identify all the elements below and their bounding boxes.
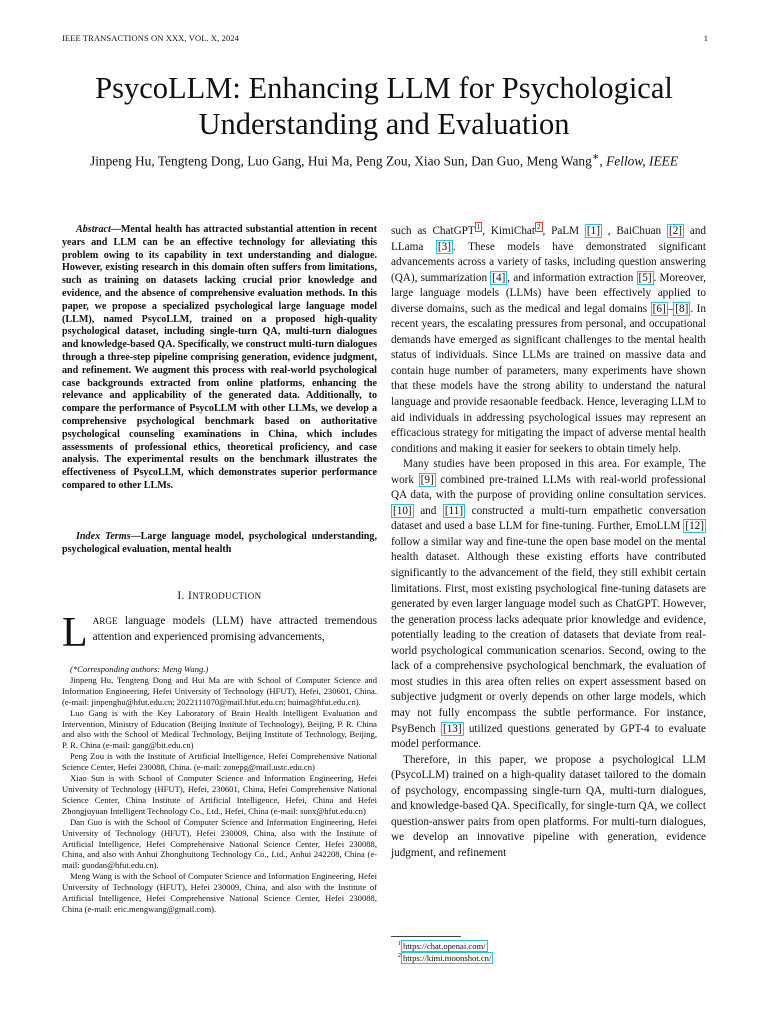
citation-link[interactable]: [9] [420,473,434,486]
page-number: 1 [703,33,708,43]
footnote-ref-link[interactable]: 1 [476,223,481,232]
footnote-mark: 1 [398,941,401,948]
body-paragraph-1 [391,224,706,457]
footnotes [398,940,706,964]
text-span: . In recent years, the escalating pressures from personal, and occupational demands have emerged as significant challenges to the mental health status of individuals. Since LLMs are trained on massive data and contain huge number of parameters, many experiments have shown that these models have the strong ability to understand the natural language and provide resaonable feedback. Hence, leveraging LLM to aid individuals in addressing psychological issues may represent an efficacious strategy for mitigating the impact of adverse mental health conditions and making it easier for seekers to obtain timely help. [391,302,706,455]
running-head: IEEE TRANSACTIONS ON XXX, VOL. X, 2024 [62,33,240,43]
citation-link[interactable]: [3] [437,240,451,253]
text-span: combined pre-trained LLMs with real-world professional QA data, with the purpose of providing online consultation services. [391,473,706,502]
footnote-url-link[interactable]: https://chat.openai.com/ [403,941,486,951]
footnote-1 [398,940,706,952]
body-paragraph-3: Therefore, in this paper, we propose a psychological LLM (PsycoLLM) trained on a high-quality dataset tailored to the domain of psychology, encompassing single-turn QA, multi-turn dialogues, and knowledge-based QA. Specifically, for single-turn QA, we collect question-answer pairs from open platforms. For multi-turn dialogues, we develop an innovative pipeline with generation, evidence judgment, and refinement [391,753,706,859]
abstract [62,224,377,493]
citation-link[interactable]: [2] [668,225,683,237]
text-span: constructed a multi-turn empathetic conversation dataset and used a base LLM for fine-tuning. Further, EmoLLM [391,504,706,533]
text-span: – [667,302,674,315]
fellow-designation: Fellow, IEEE [606,153,678,169]
text-span: , KimiChat [482,225,535,237]
text-span: utilized questions generated by GPT-4 to evaluate model performance. [391,722,706,751]
index-terms [62,531,377,557]
right-column-body [391,224,706,861]
citation-link[interactable]: [12] [685,520,704,533]
affiliation-item: Jinpeng Hu, Tengteng Dong and Hui Ma are with School of Computer Science and Information Engineering, Hefei University of Technology (HFUT), Hefei, 230601, China. (e-mail: jinpenghu@hfut.edu.cn; 2022111070@mail.hfut.edu.cn; huima@hfut.edu.cn). [62,674,377,707]
footnote-mark: 2 [398,953,401,960]
text-span: follow a similar way and fine-tune the open base model on the mental health dataset. Although these existing efforts have contributed significantly to the advancement of the field, they still exhibit certain limitations. First, most existing psychological fine-tuning datasets are generated by even larger language model such as ChatGPT. However, the generation process lacks adequate prior knowledge and evidence, potentially leading to the creation of datasets that deviate from real-world psychological communication scenarios. Second, owing to the lack of a comprehensive psychological benchmark, the evaluation of most studies in this area often relies on expert assessment based on subjective judgment or overly depends on other large models, which may not fully encompass the subtle performance. For instance, PsyBench [391,535,706,735]
citation-link[interactable]: [13] [442,722,462,735]
text-span: such as ChatGPT [391,225,475,237]
citation-link[interactable]: [11] [444,504,464,517]
citation-link[interactable]: [5] [638,271,652,284]
title-line-1: PsycoLLM: Enhancing LLM for Psychological [95,71,673,105]
intro-caps: ARGE [92,616,118,626]
drop-cap: L [62,610,88,656]
citation-link[interactable]: [1] [586,225,600,237]
citation-link[interactable]: [4] [492,271,506,284]
text-span: and [413,504,443,517]
text-span: . Moreover, large language models (LLMs) have been effectively applied to diverse domains, such as the medical and legal domains [391,271,706,315]
text-span: and LLama [391,225,707,253]
section-rest: NTRODUCTION [192,591,262,601]
index-terms-text: —Large language model, psychological understanding, psychological evaluation, mental health [62,531,377,555]
intro-paragraph [62,610,377,656]
affiliation-item: Luo Gang is with the Key Laboratory of Brain Health Intelligent Evaluation and Intervention, Ministry of Education (Beijing Institute of Technology), Beijing, P. R. China and also with the School of Medical Technology, Beijing Institute of Technology, Beijing, P. R. China (e-mail: gang@bit.edu.cn) [62,707,377,751]
affiliation-item: Xiao Sun is with School of Computer Science and Information Engineering, Hefei University of Technology (HFUT), Hefei, 230601, China, Hefei Comprehensive National Science Center, China Institute of Artificial Intelligence, Hefei, China and Hefei Zhongjuyuan Intelligent Technology Co., Ltd., Hefei, China (e-mail: sunx@hfut.edu.cn) [62,773,377,816]
footnote-url-link[interactable]: https://kimi.moonshot.cn/ [403,953,492,963]
text-span: , and information extraction [507,271,637,284]
section-numeral: I. [177,590,189,602]
citation-link[interactable]: [10] [393,504,412,517]
footnote-ref-link[interactable]: 2 [537,223,541,232]
section-first-letter: I [188,590,193,602]
abstract-text: —Mental health has attracted substantial attention in recent years and LLM can be an effective technology for alleviating this problem owing to its capability in text understanding and dialogue. However, existing research in this domain often suffers from limitations, such as training on datasets lacking crucial prior knowledge and evidence, and the absence of comprehensive evaluation methods. In this paper, we propose a specialized psychological large language model (LLM), named PsycoLLM, trained on a proposed high-quality psychological dataset, including single-turn QA, multi-turn dialogues and knowledge-based QA. Specifically, we construct multi-turn dialogues through a three-step pipeline comprising generation, evidence judgment, and refinement. We augment this process with real-world psychological case backgrounds extracted from online platforms, enhancing the relevance and applicability of the generated data. Additionally, to compare the performance of PsycoLLM with other LLMs, we develop a comprehensive psychological benchmark based on authoritative psychological counseling examinations in China, which includes assessments of professional ethics, theoretical proficiency, and case analysis. The experimental results on the benchmark illustrates the effectiveness of PsycoLLM, which demonstrates superior performance compared to other LLMs. [62,224,377,491]
footnote-2 [398,952,706,964]
affiliation-footnotes [62,664,377,915]
corresponding-mark: ∗ [591,151,600,163]
paper-title [40,70,728,142]
affiliation-item: Meng Wang is with the School of Computer Science and Information Engineering, Hefei University of Technology (HFUT), Hefei 230009, China, and also with the Institute of Artificial Intelligence, Hefei Comprehensive National Science Center, Hefei 230088, China (e-mail: eric.mengwang@gmail.com). [62,871,377,914]
intro-text: language models (LLM) have attracted tremendous attention and experienced promising advancements, [92,615,377,643]
affiliation-item: Dan Guo is with the School of Computer Science and Information Engineering, Hefei University of Technology (HFUT), Hefei 230009, China, also with the Institute of Artificial Intelligence, Hefei Comprehensive National Science Center, Hefei 230088, China, and also with Anhui Zhonghuitong Technology Co., Ltd., Anhui 242208, China (e-mail: guodan@hfut.edu.cn). [62,816,377,871]
footnote-divider [391,936,461,937]
text-span: , PaLM [542,225,585,237]
title-line-2: Understanding and Evaluation [198,107,570,141]
corresponding-author-note: (*Corresponding authors: Meng Wang.) [70,664,209,674]
body-paragraph-2 [391,457,706,752]
citation-link[interactable]: [6] [652,302,666,315]
author-list: Jinpeng Hu, Tengteng Dong, Luo Gang, Hui Ma, Peng Zou, Xiao Sun, Dan Guo, Meng Wang∗, Fellow, IEEE [89,151,678,169]
citation-link[interactable]: [8] [675,302,689,315]
index-terms-label: Index Terms [76,531,131,542]
text-span: . These models have demonstrated significant advancements across a variety of tasks, including question answering (QA), summarization [391,240,706,284]
text-span: , BaiChuan [601,225,667,237]
affiliation-item: Peng Zou is with the Institute of Artificial Intelligence, Hefei Comprehensive National Science Center, Hefei 230088, China. (e-mail: zonepg@mail.ustc.edu.cn) [62,751,377,773]
abstract-label: Abstract [76,224,111,235]
author-names: Jinpeng Hu, Tengteng Dong, Luo Gang, Hui Ma, Peng Zou, Xiao Sun, Dan Guo, Meng Wang [89,153,592,169]
section-heading-introduction [62,590,377,602]
text-span: Many studies have been proposed in this area. For example, The work [391,458,706,486]
